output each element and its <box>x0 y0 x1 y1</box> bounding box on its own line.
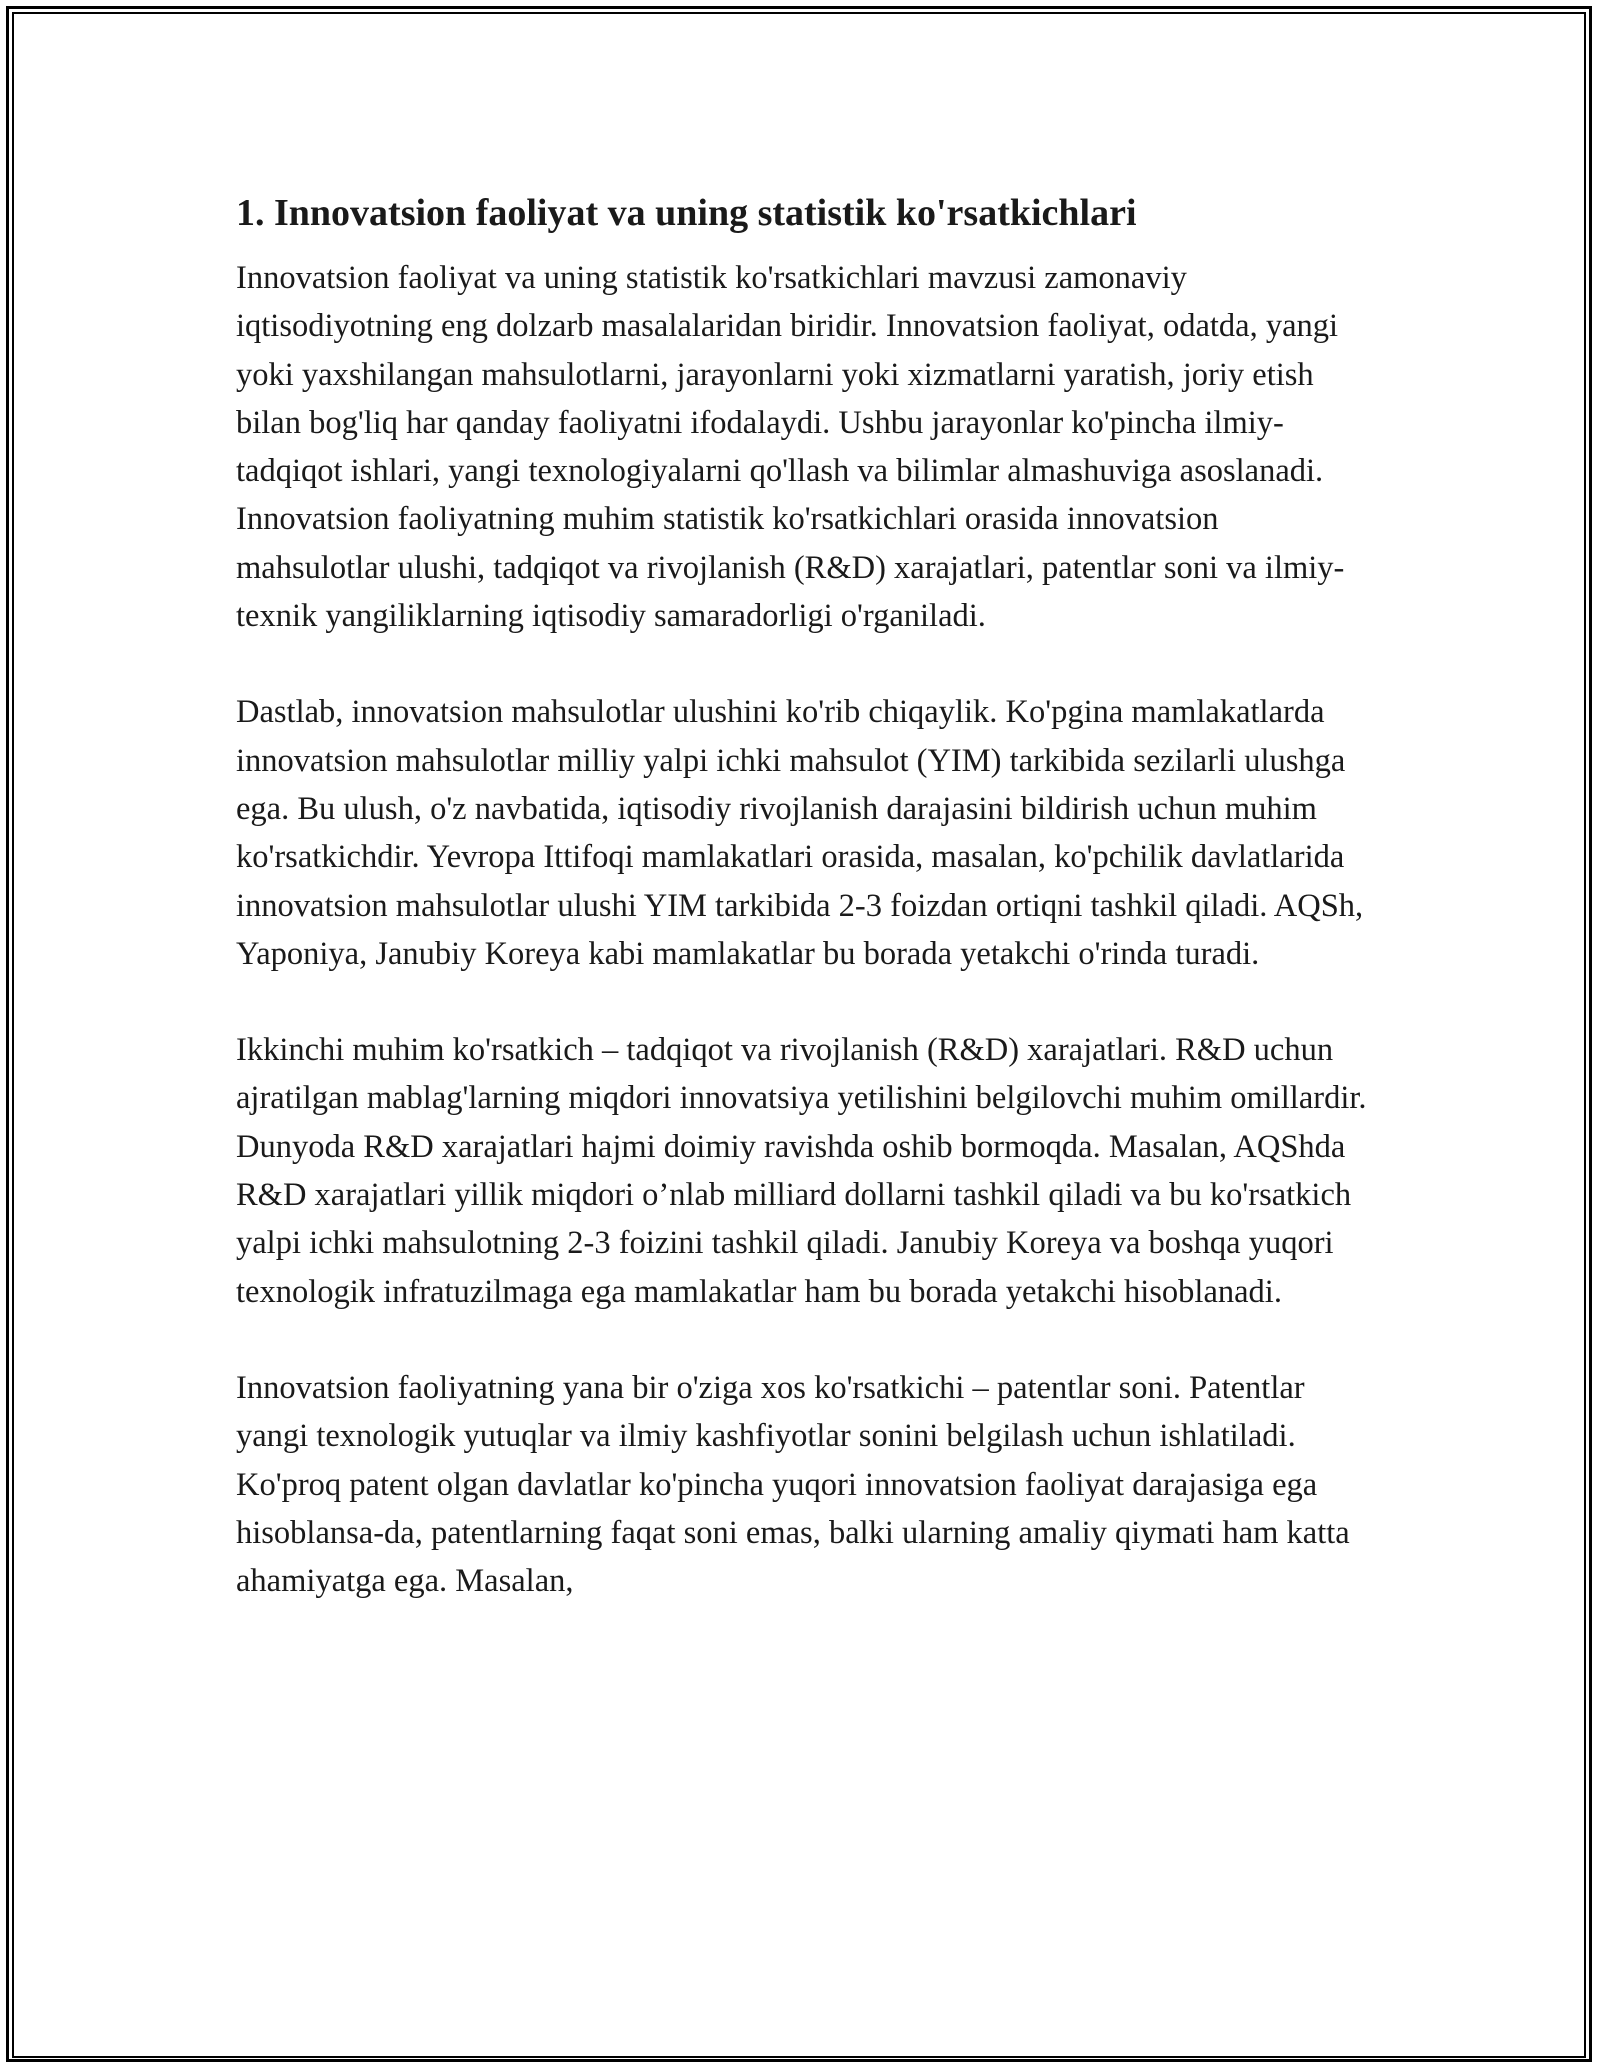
section-title: 1. Innovatsion faoliyat va uning statistik ko'rsatkichlari <box>236 192 1137 234</box>
paragraph-1: Innovatsion faoliyat va uning statistik ko'rsatkichlari mavzusi zamonaviy iqtisodiyotning eng dolzarb masalalaridan biridir. Innovatsion faoliyat, odatda, yangi yoki yaxshilangan mahsulotlarni, jarayonlarni yoki xizmatlarni yaratish, joriy etish bilan bog'liq har qanday faoliyatni ifodalaydi. Ushbu jarayonlar ko'pincha ilmiy-tadqiqot ishlari, yangi texnologiyalarni qo'llash va bilimlar almashuviga asoslanadi. Innovatsion faoliyatning muhim statistik ko'rsatkichlari orasida innovatsion mahsulotlar ulushi, tadqiqot va rivojlanish (R&D) xarajatlari, patentlar soni va ilmiy-texnik yangiliklarning iqtisodiy samaradorligi o'rganiladi. <box>236 260 1345 635</box>
paragraph-4: Innovatsion faoliyatning yana bir o'ziga xos ko'rsatkichi – patentlar soni. Patentlar yangi texnologik yutuqlar va ilmiy kashfiyotlar sonini belgilash uchun ishlatiladi. Ko'proq patent olgan davlatlar ko'pincha yuqori innovatsion faoliyat darajasiga ega hisoblansa-da, patentlarning faqat soni emas, balki ularning amaliy qiymati ham katta ahamiyatga ega. Masalan, <box>236 1369 1350 1600</box>
paragraph-3: Ikkinchi muhim ko'rsatkich – tadqiqot va rivojlanish (R&D) xarajatlari. R&D uchun ajratilgan mablag'larning miqdori innovatsiya yetilishini belgilovchi muhim omillardir. Dunyoda R&D xarajatlari hajmi doimiy ravishda oshib bormoqda. Masalan, AQShda R&D xarajatlari yillik miqdori o’nlab milliard dollarni tashkil qiladi va bu ko'rsatkich yalpi ichki mahsulotning 2-3 foizini tashkil qiladi. Janubiy Koreya va boshqa yuqori texnologik infratuzilmaga ega mamlakatlar ham bu borada yetakchi hisoblanadi. <box>236 1032 1367 1310</box>
paragraph-2: Dastlab, innovatsion mahsulotlar ulushini ko'rib chiqaylik. Ko'pgina mamlakatlarda innovatsion mahsulotlar milliy yalpi ichki mahsulot (YIM) tarkibida sezilarli ulushga ega. Bu ulush, o'z navbatida, iqtisodiy rivojlanish darajasini bildirish uchun muhim ko'rsatkichdir. Yevropa Ittifoqi mamlakatlari orasida, masalan, ko'pchilik davlatlarida innovatsion mahsulotlar ulushi YIM tarkibida 2-3 foizdan ortiqni tashkil qiladi. AQSh, Yaponiya, Janubiy Koreya kabi mamlakatlar bu borada yetakchi o'rinda turadi. <box>236 694 1364 972</box>
document-body <box>236 186 1376 1605</box>
